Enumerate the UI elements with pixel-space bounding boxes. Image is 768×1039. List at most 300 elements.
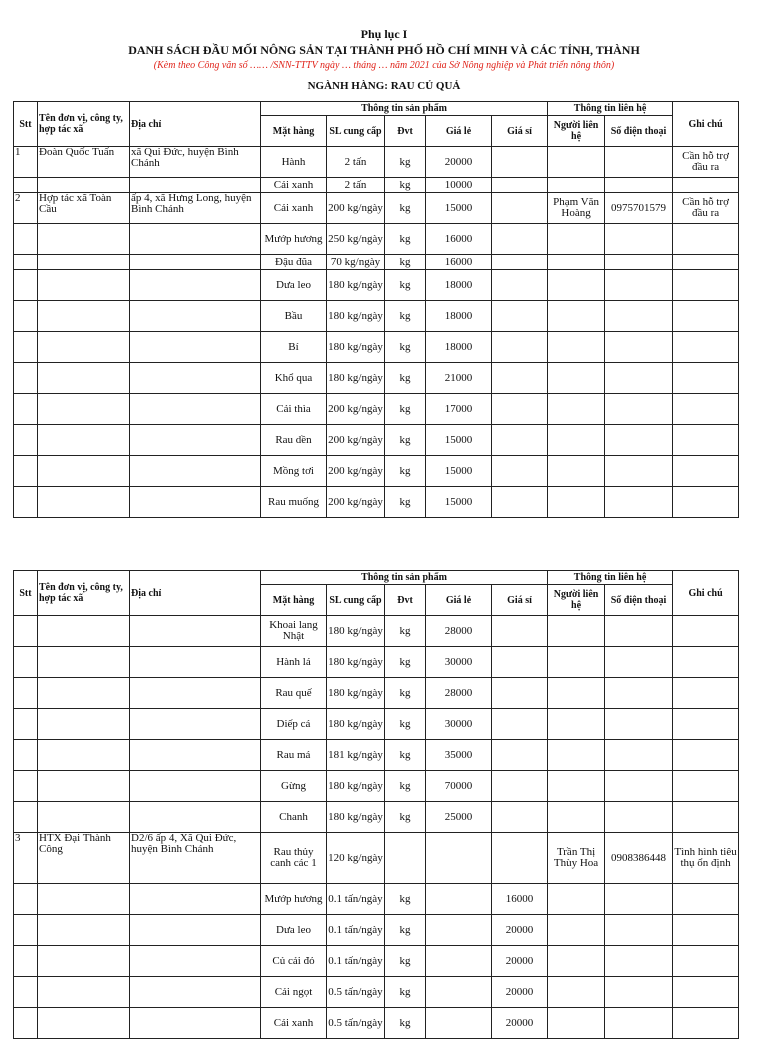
cell-phone: 0975701579	[605, 193, 673, 224]
table-row	[14, 802, 739, 833]
cell-qty: 180 kg/ngày	[327, 301, 385, 332]
cell-unit	[38, 977, 130, 1008]
cell-uom: kg	[385, 425, 426, 456]
cell-note	[673, 224, 739, 255]
cell-unit	[38, 255, 130, 270]
cell-qty: 2 tấn	[327, 178, 385, 193]
cell-stt	[14, 332, 38, 363]
cell-retail	[426, 1008, 492, 1039]
col-qty: SL cung cấp	[327, 116, 385, 147]
cell-person	[548, 740, 605, 771]
cell-item: Củ cải đỏ	[261, 946, 327, 977]
cell-uom: kg	[385, 647, 426, 678]
cell-unit: Hợp tác xã Toàn Cầu	[38, 193, 130, 224]
cell-person	[548, 456, 605, 487]
cell-retail: 70000	[426, 771, 492, 802]
cell-wholesale	[492, 487, 548, 518]
cell-retail: 18000	[426, 332, 492, 363]
cell-uom: kg	[385, 1008, 426, 1039]
cell-uom: kg	[385, 884, 426, 915]
col-group-product: Thông tin sản phẩm	[261, 571, 548, 585]
cell-unit	[38, 363, 130, 394]
cell-retail	[426, 884, 492, 915]
table-row	[14, 178, 739, 193]
cell-note	[673, 301, 739, 332]
cell-stt	[14, 915, 38, 946]
cell-note	[673, 884, 739, 915]
col-group-contact: Thông tin liên hệ	[548, 102, 673, 116]
cell-address	[130, 915, 261, 946]
cell-retail: 28000	[426, 616, 492, 647]
cell-person	[548, 255, 605, 270]
document-subtitle: (Kèm theo Công văn số …… /SNN-TTTV ngày … tháng … năm 2021 của Sở Nông nghiệp và Phát triển nông thôn)	[153, 60, 615, 71]
table-row	[14, 946, 739, 977]
cell-uom: kg	[385, 678, 426, 709]
cell-wholesale	[492, 394, 548, 425]
cell-stt: 2	[14, 193, 38, 224]
table-row	[14, 394, 739, 425]
cell-note	[673, 332, 739, 363]
cell-qty: 0.5 tấn/ngày	[327, 977, 385, 1008]
cell-unit	[38, 884, 130, 915]
cell-qty: 0.1 tấn/ngày	[327, 946, 385, 977]
cell-person: Phạm Văn Hoàng	[548, 193, 605, 224]
cell-item: Rau thủy canh các 1	[261, 833, 327, 884]
cell-item: Cải xanh	[261, 178, 327, 193]
cell-uom: kg	[385, 456, 426, 487]
cell-item: Chanh	[261, 802, 327, 833]
cell-phone	[605, 802, 673, 833]
cell-retail	[426, 915, 492, 946]
cell-address	[130, 255, 261, 270]
cell-stt	[14, 946, 38, 977]
cell-wholesale: 20000	[492, 946, 548, 977]
cell-unit	[38, 915, 130, 946]
cell-qty: 180 kg/ngày	[327, 771, 385, 802]
cell-retail	[426, 833, 492, 884]
cell-retail: 10000	[426, 178, 492, 193]
cell-person	[548, 332, 605, 363]
cell-qty: 120 kg/ngày	[327, 833, 385, 884]
cell-note	[673, 270, 739, 301]
col-item: Mặt hàng	[261, 585, 327, 616]
table-row	[14, 740, 739, 771]
cell-uom: kg	[385, 946, 426, 977]
cell-item: Diếp cá	[261, 709, 327, 740]
cell-uom: kg	[385, 394, 426, 425]
cell-qty: 0.5 tấn/ngày	[327, 1008, 385, 1039]
cell-retail: 28000	[426, 678, 492, 709]
cell-address	[130, 178, 261, 193]
cell-retail	[426, 946, 492, 977]
cell-note: Cần hỗ trợ đầu ra	[673, 147, 739, 178]
cell-person	[548, 394, 605, 425]
cell-phone	[605, 709, 673, 740]
cell-retail: 16000	[426, 255, 492, 270]
cell-stt	[14, 740, 38, 771]
cell-address	[130, 678, 261, 709]
cell-note	[673, 425, 739, 456]
cell-phone	[605, 363, 673, 394]
cell-wholesale	[492, 193, 548, 224]
cell-address	[130, 332, 261, 363]
cell-retail: 17000	[426, 394, 492, 425]
col-uom: Đvt	[385, 585, 426, 616]
cell-wholesale: 16000	[492, 884, 548, 915]
cell-unit	[38, 946, 130, 977]
table-row	[14, 709, 739, 740]
cell-item: Hành lá	[261, 647, 327, 678]
cell-item: Dưa leo	[261, 270, 327, 301]
cell-uom: kg	[385, 270, 426, 301]
cell-stt	[14, 255, 38, 270]
cell-person	[548, 771, 605, 802]
cell-person	[548, 363, 605, 394]
col-retail: Giá lẻ	[426, 585, 492, 616]
cell-stt	[14, 456, 38, 487]
cell-person	[548, 946, 605, 977]
cell-uom: kg	[385, 363, 426, 394]
cell-wholesale	[492, 301, 548, 332]
cell-retail: 15000	[426, 193, 492, 224]
cell-wholesale	[492, 456, 548, 487]
cell-unit	[38, 270, 130, 301]
cell-stt	[14, 802, 38, 833]
col-unit: Tên đơn vị, công ty, hợp tác xã	[38, 571, 130, 616]
cell-unit	[38, 224, 130, 255]
cell-wholesale	[492, 332, 548, 363]
cell-item: Bí	[261, 332, 327, 363]
cell-address	[130, 270, 261, 301]
cell-item: Cải thìa	[261, 394, 327, 425]
cell-stt: 3	[14, 833, 38, 884]
cell-address: ấp 4, xã Hưng Long, huyện Bình Chánh	[130, 193, 261, 224]
col-address: Địa chỉ	[130, 102, 261, 147]
cell-qty: 200 kg/ngày	[327, 487, 385, 518]
cell-retail: 21000	[426, 363, 492, 394]
cell-uom: kg	[385, 332, 426, 363]
cell-retail: 15000	[426, 456, 492, 487]
cell-note	[673, 616, 739, 647]
cell-unit	[38, 487, 130, 518]
cell-note	[673, 1008, 739, 1039]
cell-note	[673, 678, 739, 709]
cell-unit	[38, 678, 130, 709]
cell-person	[548, 147, 605, 178]
cell-stt	[14, 616, 38, 647]
col-person: Người liên hệ	[548, 585, 605, 616]
cell-address	[130, 425, 261, 456]
cell-uom	[385, 833, 426, 884]
cell-person	[548, 616, 605, 647]
cell-phone	[605, 915, 673, 946]
cell-stt	[14, 977, 38, 1008]
cell-address	[130, 301, 261, 332]
supplier-table-1	[13, 101, 739, 518]
cell-wholesale	[492, 255, 548, 270]
cell-uom: kg	[385, 771, 426, 802]
cell-qty: 0.1 tấn/ngày	[327, 915, 385, 946]
cell-retail: 25000	[426, 802, 492, 833]
cell-address	[130, 884, 261, 915]
cell-stt	[14, 270, 38, 301]
cell-note	[673, 363, 739, 394]
cell-note	[673, 456, 739, 487]
cell-address	[130, 771, 261, 802]
table-row	[14, 833, 739, 884]
cell-address	[130, 977, 261, 1008]
table-row	[14, 647, 739, 678]
cell-phone	[605, 740, 673, 771]
cell-stt	[14, 178, 38, 193]
cell-uom: kg	[385, 915, 426, 946]
cell-qty: 2 tấn	[327, 147, 385, 178]
col-retail: Giá lẻ	[426, 116, 492, 147]
col-unit: Tên đơn vị, công ty, hợp tác xã	[38, 102, 130, 147]
cell-unit	[38, 456, 130, 487]
table-row	[14, 616, 739, 647]
cell-address	[130, 647, 261, 678]
col-note: Ghi chú	[673, 571, 739, 616]
document-title: DANH SÁCH ĐẦU MỐI NÔNG SẢN TẠI THÀNH PHỐ HỒ CHÍ MINH VÀ CÁC TỈNH, THÀNH	[128, 43, 640, 57]
cell-retail: 35000	[426, 740, 492, 771]
cell-item: Mướp hương	[261, 884, 327, 915]
cell-person	[548, 678, 605, 709]
cell-phone	[605, 487, 673, 518]
cell-phone	[605, 456, 673, 487]
cell-phone	[605, 771, 673, 802]
cell-item: Dưa leo	[261, 915, 327, 946]
cell-wholesale	[492, 178, 548, 193]
cell-retail: 16000	[426, 224, 492, 255]
cell-phone	[605, 332, 673, 363]
cell-address	[130, 946, 261, 977]
col-wholesale: Giá sỉ	[492, 585, 548, 616]
cell-person	[548, 301, 605, 332]
cell-address	[130, 224, 261, 255]
table-row	[14, 363, 739, 394]
cell-qty: 0.1 tấn/ngày	[327, 884, 385, 915]
cell-unit	[38, 616, 130, 647]
cell-person	[548, 884, 605, 915]
cell-stt	[14, 394, 38, 425]
cell-person	[548, 802, 605, 833]
sector-heading: NGÀNH HÀNG: RAU CỦ QUẢ	[307, 80, 461, 92]
cell-unit	[38, 740, 130, 771]
cell-note: Cần hỗ trợ đầu ra	[673, 193, 739, 224]
cell-uom: kg	[385, 740, 426, 771]
table-row	[14, 270, 739, 301]
cell-person	[548, 915, 605, 946]
cell-wholesale	[492, 678, 548, 709]
col-phone: Số điện thoại	[605, 585, 673, 616]
cell-qty: 200 kg/ngày	[327, 456, 385, 487]
cell-person	[548, 178, 605, 193]
cell-uom: kg	[385, 178, 426, 193]
cell-wholesale	[492, 647, 548, 678]
col-wholesale: Giá sỉ	[492, 116, 548, 147]
cell-wholesale	[492, 224, 548, 255]
cell-unit	[38, 709, 130, 740]
col-person: Người liên hệ	[548, 116, 605, 147]
cell-uom: kg	[385, 487, 426, 518]
table-row	[14, 332, 739, 363]
cell-phone	[605, 270, 673, 301]
table-row	[14, 487, 739, 518]
cell-uom: kg	[385, 709, 426, 740]
cell-person: Trần Thị Thùy Hoa	[548, 833, 605, 884]
cell-unit	[38, 647, 130, 678]
cell-person	[548, 647, 605, 678]
cell-wholesale	[492, 740, 548, 771]
table-2-body	[14, 616, 739, 1039]
cell-address	[130, 616, 261, 647]
cell-uom: kg	[385, 147, 426, 178]
cell-note: Tình hình tiêu thụ ổn định	[673, 833, 739, 884]
table-row	[14, 771, 739, 802]
cell-qty: 180 kg/ngày	[327, 802, 385, 833]
cell-retail: 18000	[426, 301, 492, 332]
cell-retail: 30000	[426, 709, 492, 740]
cell-unit: HTX Đại Thành Công	[38, 833, 130, 884]
cell-phone	[605, 616, 673, 647]
cell-address	[130, 802, 261, 833]
cell-qty: 180 kg/ngày	[327, 709, 385, 740]
cell-stt	[14, 224, 38, 255]
cell-stt	[14, 363, 38, 394]
cell-unit	[38, 394, 130, 425]
cell-phone	[605, 394, 673, 425]
cell-item: Cải ngọt	[261, 977, 327, 1008]
cell-note	[673, 771, 739, 802]
cell-retail: 18000	[426, 270, 492, 301]
cell-qty: 180 kg/ngày	[327, 363, 385, 394]
cell-phone	[605, 946, 673, 977]
cell-phone	[605, 884, 673, 915]
cell-uom: kg	[385, 977, 426, 1008]
cell-phone	[605, 255, 673, 270]
cell-stt	[14, 678, 38, 709]
cell-qty: 200 kg/ngày	[327, 425, 385, 456]
cell-address	[130, 1008, 261, 1039]
cell-phone	[605, 647, 673, 678]
cell-address	[130, 394, 261, 425]
cell-unit: Đoàn Quốc Tuấn	[38, 147, 130, 178]
cell-stt	[14, 487, 38, 518]
cell-note	[673, 178, 739, 193]
cell-address	[130, 709, 261, 740]
cell-item: Đậu đũa	[261, 255, 327, 270]
col-item: Mặt hàng	[261, 116, 327, 147]
cell-stt	[14, 771, 38, 802]
cell-wholesale	[492, 802, 548, 833]
cell-wholesale	[492, 425, 548, 456]
cell-person	[548, 709, 605, 740]
cell-wholesale: 20000	[492, 915, 548, 946]
cell-unit	[38, 1008, 130, 1039]
cell-wholesale: 20000	[492, 1008, 548, 1039]
cell-address	[130, 456, 261, 487]
cell-phone	[605, 977, 673, 1008]
col-uom: Đvt	[385, 116, 426, 147]
cell-item: Mướp hương	[261, 224, 327, 255]
cell-note	[673, 915, 739, 946]
cell-wholesale	[492, 270, 548, 301]
cell-unit	[38, 771, 130, 802]
cell-item: Hành	[261, 147, 327, 178]
cell-retail: 15000	[426, 487, 492, 518]
col-phone: Số điện thoại	[605, 116, 673, 147]
supplier-table-2	[13, 570, 739, 1039]
cell-phone	[605, 178, 673, 193]
cell-unit	[38, 425, 130, 456]
cell-note	[673, 740, 739, 771]
cell-phone	[605, 224, 673, 255]
cell-note	[673, 709, 739, 740]
table-row	[14, 224, 739, 255]
cell-wholesale: 20000	[492, 977, 548, 1008]
cell-person	[548, 224, 605, 255]
table-row	[14, 884, 739, 915]
cell-qty: 250 kg/ngày	[327, 224, 385, 255]
col-address: Địa chỉ	[130, 571, 261, 616]
cell-address: xã Qui Đức, huyện Bình Chánh	[130, 147, 261, 178]
cell-item: Cải xanh	[261, 193, 327, 224]
cell-wholesale	[492, 771, 548, 802]
cell-uom: kg	[385, 301, 426, 332]
col-stt: Stt	[14, 102, 38, 147]
cell-address: D2/6 ấp 4, Xã Qui Đức, huyện Bình Chánh	[130, 833, 261, 884]
cell-qty: 180 kg/ngày	[327, 332, 385, 363]
col-group-product: Thông tin sản phẩm	[261, 102, 548, 116]
cell-phone	[605, 301, 673, 332]
cell-person	[548, 977, 605, 1008]
cell-uom: kg	[385, 255, 426, 270]
cell-person	[548, 425, 605, 456]
cell-person	[548, 270, 605, 301]
cell-stt	[14, 425, 38, 456]
col-note: Ghi chú	[673, 102, 739, 147]
cell-qty: 181 kg/ngày	[327, 740, 385, 771]
cell-address	[130, 487, 261, 518]
cell-note	[673, 977, 739, 1008]
cell-wholesale	[492, 616, 548, 647]
cell-note	[673, 394, 739, 425]
appendix-label: Phụ lục I	[360, 27, 408, 41]
cell-unit	[38, 802, 130, 833]
cell-stt	[14, 647, 38, 678]
col-stt: Stt	[14, 571, 38, 616]
cell-qty: 180 kg/ngày	[327, 678, 385, 709]
cell-qty: 180 kg/ngày	[327, 270, 385, 301]
cell-person	[548, 487, 605, 518]
cell-wholesale	[492, 709, 548, 740]
table-row	[14, 1008, 739, 1039]
cell-retail: 30000	[426, 647, 492, 678]
cell-item: Gừng	[261, 771, 327, 802]
cell-address	[130, 740, 261, 771]
table-row	[14, 456, 739, 487]
cell-item: Khổ qua	[261, 363, 327, 394]
col-group-contact: Thông tin liên hệ	[548, 571, 673, 585]
table-row	[14, 193, 739, 224]
cell-item: Khoai lang Nhật	[261, 616, 327, 647]
table-row	[14, 425, 739, 456]
cell-uom: kg	[385, 616, 426, 647]
cell-unit	[38, 332, 130, 363]
cell-wholesale	[492, 833, 548, 884]
cell-item: Rau dền	[261, 425, 327, 456]
